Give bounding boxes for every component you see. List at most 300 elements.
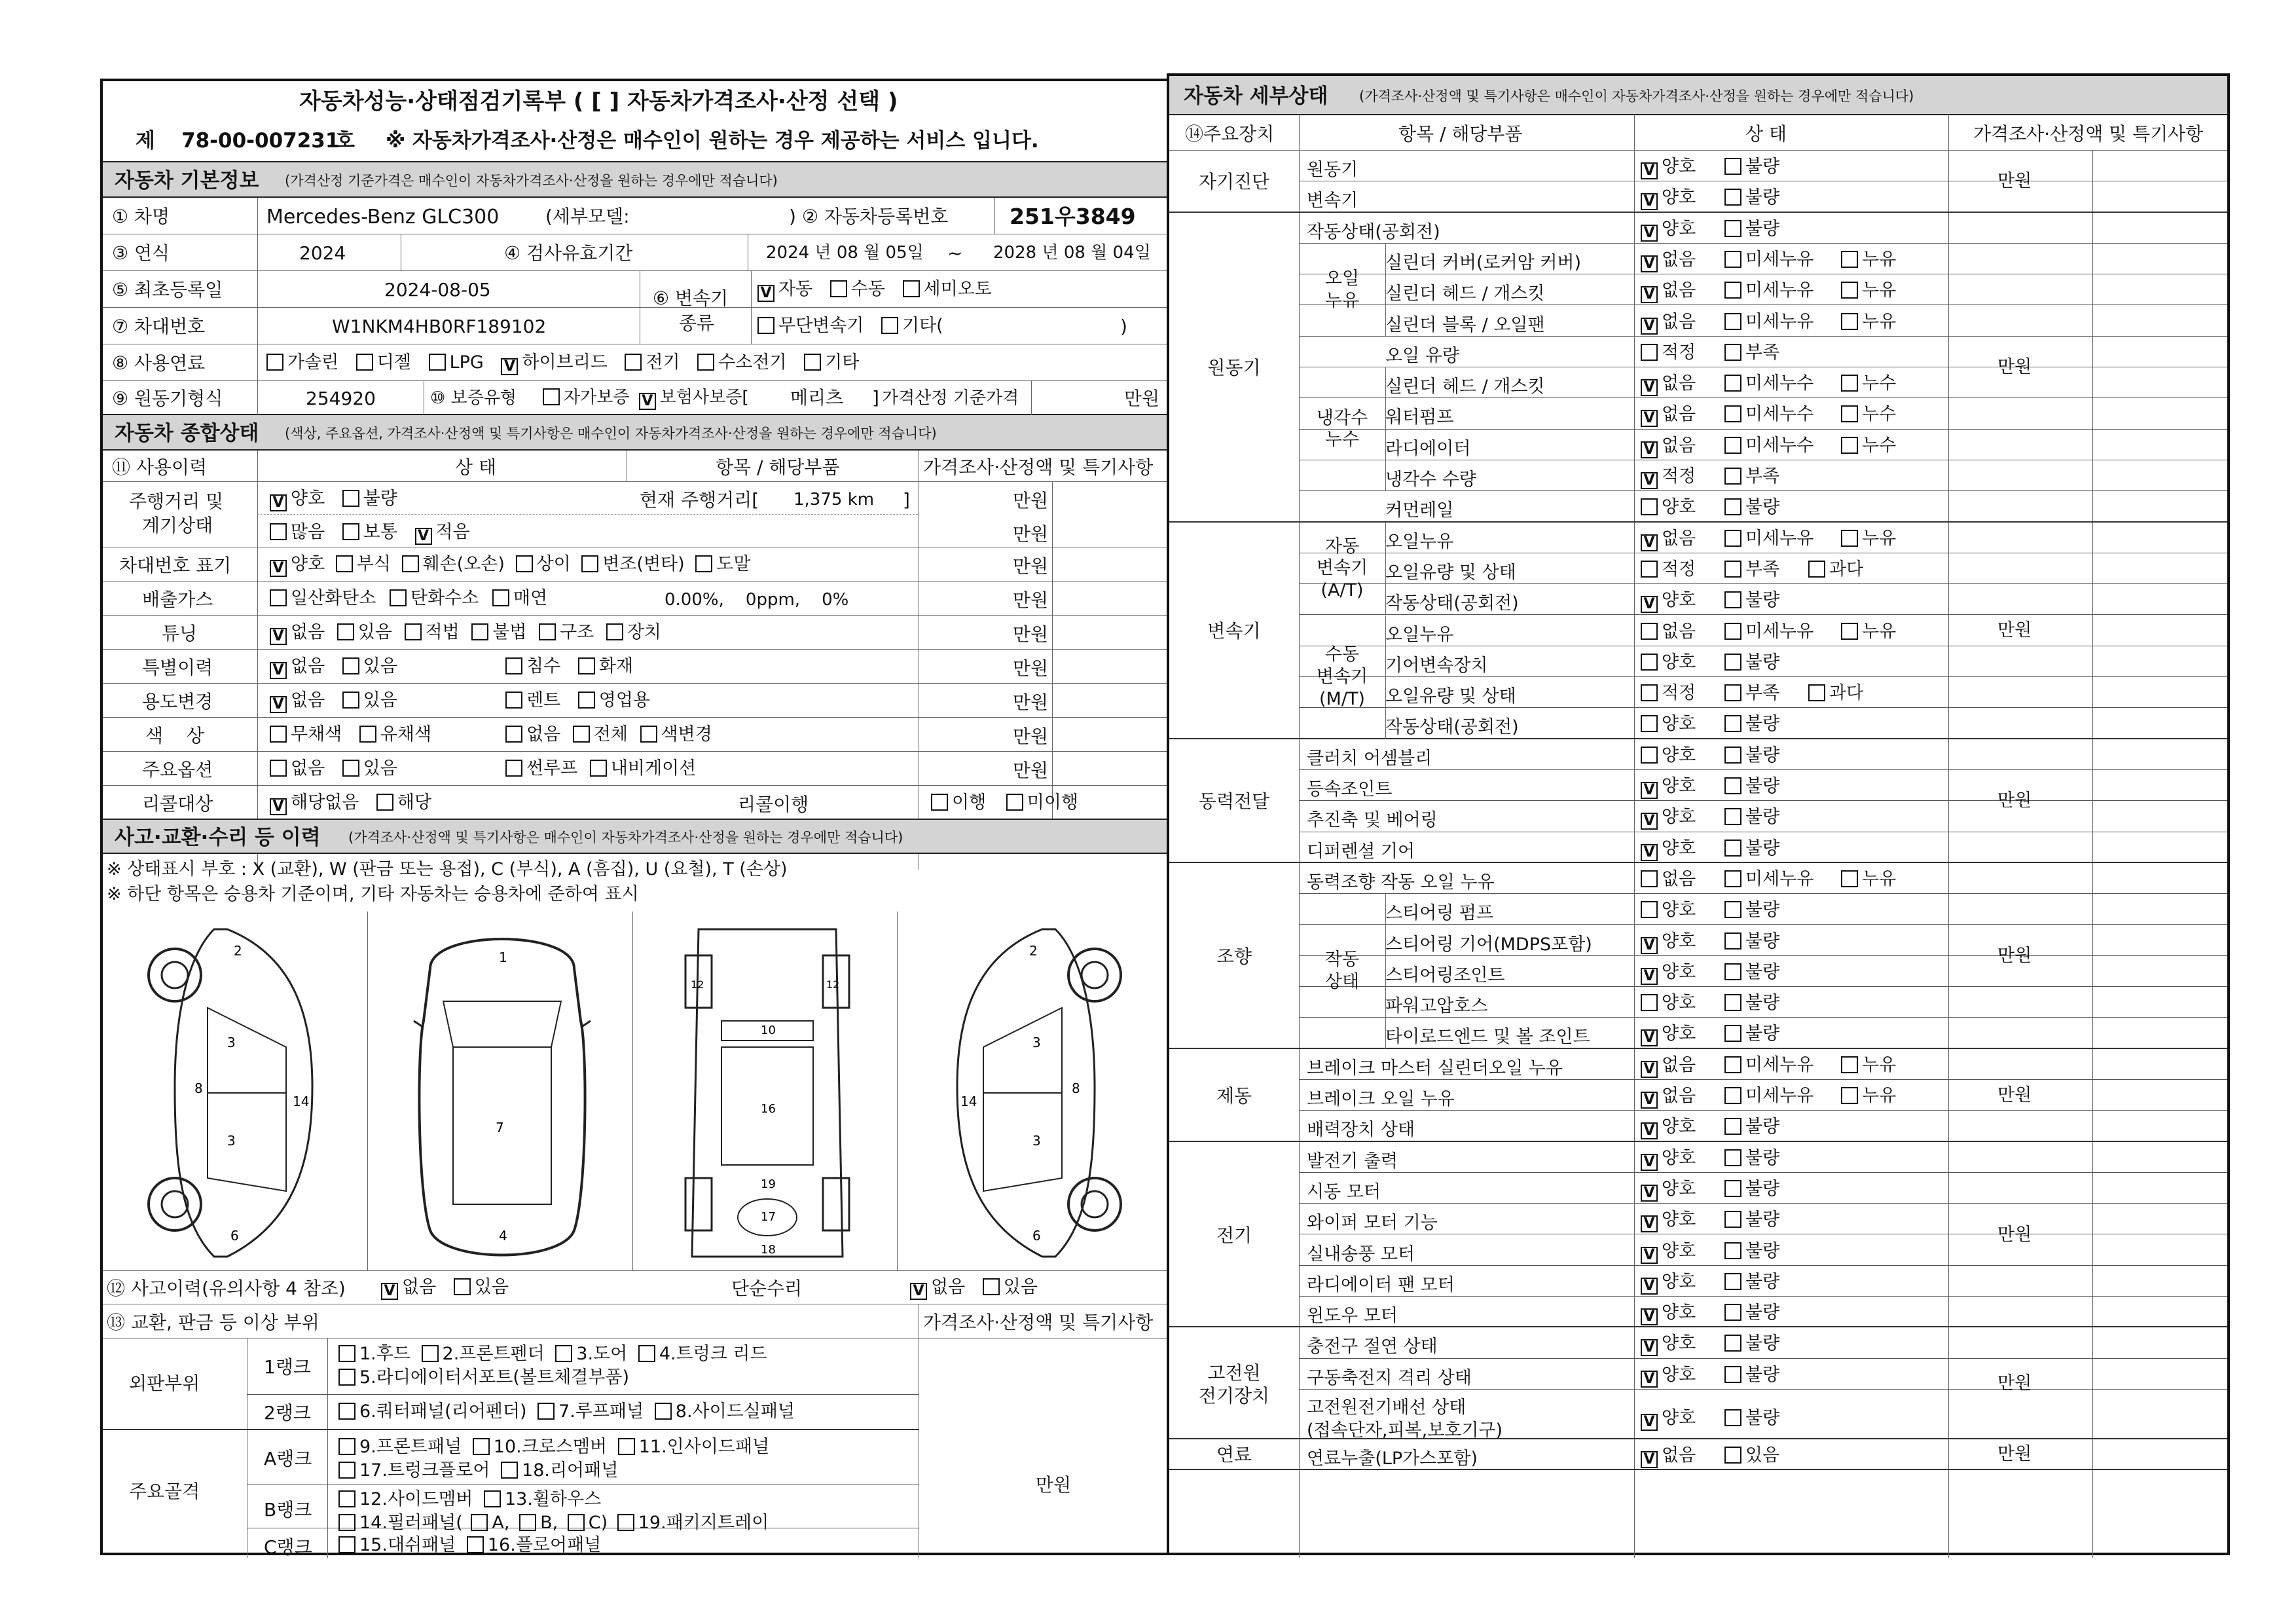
- detail-status-option[interactable]: 불량: [1724, 220, 1796, 238]
- usechange-none-option[interactable]: V 없음: [270, 690, 325, 710]
- detail-status-checkbox[interactable]: V: [1641, 1029, 1658, 1046]
- detail-status-option[interactable]: 누수: [1841, 375, 1913, 392]
- mileage-normal-option[interactable]: 보통: [342, 522, 397, 542]
- detail-status-option[interactable]: 누유: [1841, 1087, 1913, 1105]
- part-front-panel-checkbox[interactable]: [338, 1438, 355, 1455]
- detail-status-option[interactable]: V 양호: [1641, 1366, 1713, 1388]
- detail-status-option[interactable]: 미세누유: [1724, 251, 1829, 268]
- simple-repair-none-option[interactable]: V 없음: [910, 1277, 965, 1297]
- color-all-checkbox[interactable]: [573, 726, 590, 743]
- part-pillar-checkbox[interactable]: [338, 1514, 355, 1531]
- detail-status-checkbox[interactable]: V: [1641, 1092, 1658, 1109]
- detail-status-option[interactable]: 불량: [1724, 840, 1796, 857]
- detail-item-label: 오일 유량: [1385, 345, 1459, 366]
- detail-status-option[interactable]: 불량: [1724, 901, 1796, 919]
- detail-status-option[interactable]: 불량: [1724, 1335, 1796, 1352]
- plate-mismatch-option[interactable]: 상이: [516, 554, 571, 574]
- tuning-none-option[interactable]: V 없음: [270, 622, 325, 642]
- mileage-few-checkbox[interactable]: V: [415, 528, 432, 545]
- detail-status-checkbox[interactable]: V: [1641, 1247, 1658, 1264]
- detail-status-checkbox[interactable]: V: [1641, 1339, 1658, 1356]
- emission-hc-checkbox[interactable]: [390, 589, 407, 606]
- plate-altered-option[interactable]: 변조(변타): [581, 554, 684, 574]
- detail-status-option[interactable]: 불량: [1724, 932, 1796, 950]
- part-radiator-support-checkbox[interactable]: [338, 1369, 355, 1386]
- detail-status-checkbox[interactable]: V: [1641, 1154, 1658, 1171]
- part-inside-panel-option[interactable]: 11.인사이드패널: [618, 1437, 769, 1457]
- fuel-diesel-checkbox[interactable]: [356, 354, 373, 371]
- part-dash-panel-checkbox[interactable]: [338, 1536, 355, 1553]
- tuning-illegal-option[interactable]: 불법: [471, 622, 526, 642]
- detail-status-checkbox[interactable]: V: [1641, 782, 1658, 799]
- part-front-fender-checkbox[interactable]: [422, 1345, 439, 1362]
- option-sunroof-checkbox[interactable]: [505, 760, 522, 777]
- color-change-option[interactable]: 색변경: [640, 724, 712, 745]
- warranty-insurer-option[interactable]: V 보험사보증[: [639, 388, 749, 407]
- detail-status-option[interactable]: V 양호: [1641, 1118, 1713, 1139]
- detail-status-option[interactable]: 없음: [1641, 870, 1713, 888]
- detail-status-option[interactable]: 적정: [1641, 344, 1713, 361]
- detail-status-option[interactable]: V 양호: [1641, 1180, 1713, 1202]
- detail-status-option[interactable]: V 양호: [1641, 1211, 1713, 1232]
- diagram-label-6: 6: [230, 1228, 239, 1244]
- detail-status-checkbox[interactable]: V: [1641, 162, 1658, 179]
- detail-status-option[interactable]: V 없음: [1641, 251, 1713, 272]
- detail-status-checkbox[interactable]: V: [1641, 844, 1658, 861]
- color-achromatic-checkbox[interactable]: [270, 726, 287, 743]
- detail-status-option[interactable]: 불량: [1724, 189, 1796, 206]
- option-yes-checkbox[interactable]: [342, 760, 359, 777]
- detail-status-option[interactable]: 불량: [1724, 498, 1796, 516]
- fuel-hydrogen-checkbox[interactable]: [697, 354, 714, 371]
- plate-corrosion-option[interactable]: 부식: [336, 554, 391, 574]
- detail-status-checkbox[interactable]: V: [1641, 379, 1658, 396]
- special-fire-option[interactable]: 화재: [578, 656, 633, 676]
- overall-title: 자동차 종합상태: [115, 422, 259, 445]
- part-pillar-c-checkbox[interactable]: [568, 1514, 585, 1531]
- usechange-rent-checkbox[interactable]: [505, 692, 522, 709]
- special-fire-checkbox[interactable]: [578, 657, 595, 674]
- fuel-other-checkbox[interactable]: [804, 354, 821, 371]
- special-flood-checkbox[interactable]: [505, 657, 522, 674]
- recall-none-checkbox[interactable]: V: [270, 798, 287, 815]
- plate-smeared-option[interactable]: 도말: [695, 554, 750, 574]
- tuning-legal-checkbox[interactable]: [405, 623, 422, 640]
- plate-good-option[interactable]: V 양호: [270, 554, 325, 574]
- detail-status-option[interactable]: V 적정: [1641, 468, 1713, 489]
- detail-status-option[interactable]: 불량: [1724, 1366, 1796, 1384]
- fuel-hybrid-option[interactable]: V 하이브리드: [501, 352, 607, 373]
- detail-status-checkbox[interactable]: V: [1641, 596, 1658, 613]
- detail-status-option[interactable]: 양호: [1641, 901, 1713, 919]
- detail-status-option[interactable]: 불량: [1724, 1409, 1796, 1427]
- detail-group-label: 연료: [1216, 1444, 1252, 1466]
- detail-status-checkbox[interactable]: V: [1641, 193, 1658, 210]
- part-inside-panel-checkbox[interactable]: [618, 1438, 635, 1455]
- fuel-gasoline-checkbox[interactable]: [266, 354, 283, 371]
- detail-status-option[interactable]: 불량: [1724, 1118, 1796, 1135]
- detail-status-option[interactable]: 양호: [1641, 994, 1713, 1012]
- mileage-few-option[interactable]: V 적음: [415, 522, 470, 542]
- color-change-checkbox[interactable]: [640, 726, 657, 743]
- mileage-good-checkbox[interactable]: V: [270, 494, 287, 511]
- tuning-structure-option[interactable]: 구조: [539, 622, 594, 642]
- detail-status-option[interactable]: 미세누유: [1724, 282, 1829, 299]
- detail-status-option[interactable]: 불량: [1724, 1304, 1796, 1321]
- part-hood-option[interactable]: 1.후드: [338, 1344, 410, 1364]
- part-rear-panel-option[interactable]: 18.리어패널: [501, 1460, 618, 1481]
- part-front-fender-option[interactable]: 2.프론트펜더: [422, 1344, 545, 1364]
- detail-status-checkbox[interactable]: V: [1641, 472, 1658, 489]
- detail-status-option[interactable]: V 양호: [1641, 808, 1713, 830]
- plate-good-checkbox[interactable]: V: [270, 560, 287, 577]
- warranty-insurer-checkbox[interactable]: V: [639, 393, 656, 410]
- special-none-checkbox[interactable]: V: [270, 662, 287, 679]
- plate-corrosion-checkbox[interactable]: [336, 555, 353, 572]
- fuel-lpg-option[interactable]: LPG: [429, 352, 484, 373]
- detail-status-option[interactable]: 있음: [1724, 1447, 1796, 1464]
- detail-status-option[interactable]: 불량: [1724, 715, 1796, 733]
- detail-status-option[interactable]: 부족: [1724, 468, 1796, 485]
- detail-status-option[interactable]: V 양호: [1641, 1242, 1713, 1264]
- recall-none-option[interactable]: V 해당없음: [270, 792, 359, 813]
- recall-yes-checkbox[interactable]: [376, 794, 393, 811]
- part-pillar-b-checkbox[interactable]: [519, 1514, 536, 1531]
- color-all-option[interactable]: 전체: [573, 724, 628, 745]
- part-side-member-checkbox[interactable]: [338, 1490, 355, 1507]
- detail-status-option[interactable]: V 양호: [1641, 1409, 1713, 1431]
- part-roof-panel-option[interactable]: 7.루프패널: [538, 1401, 644, 1422]
- detail-status-option[interactable]: 양호: [1641, 654, 1713, 671]
- option-none-checkbox[interactable]: [270, 760, 287, 777]
- detail-status-option[interactable]: 부족: [1724, 684, 1796, 702]
- part-radiator-support-option[interactable]: 5.라디에이터서포트(볼트체결부품): [338, 1367, 629, 1388]
- part-floor-panel-option[interactable]: 16.플로어패널: [467, 1535, 601, 1555]
- tuning-device-checkbox[interactable]: [606, 623, 623, 640]
- trans-semi-checkbox[interactable]: [903, 280, 920, 297]
- tuning-yes-option[interactable]: 있음: [337, 622, 392, 642]
- option-navi-checkbox[interactable]: [590, 760, 607, 777]
- tuning-yes-checkbox[interactable]: [337, 623, 354, 640]
- detail-status-option[interactable]: 미세누유: [1724, 313, 1829, 331]
- part-door-checkbox[interactable]: [555, 1345, 572, 1362]
- trans-auto-option[interactable]: V 자동: [757, 279, 812, 299]
- usechange-business-option[interactable]: 영업용: [578, 690, 650, 710]
- part-wheel-house-option[interactable]: 13.휠하우스: [484, 1489, 601, 1509]
- mileage-many-option[interactable]: 많음: [270, 522, 325, 542]
- detail-status-checkbox[interactable]: V: [1641, 225, 1658, 242]
- trans-manual-option[interactable]: 수동: [830, 279, 885, 299]
- color-none-checkbox[interactable]: [505, 726, 522, 743]
- detail-status-option[interactable]: V 없음: [1641, 437, 1713, 458]
- detail-status-option[interactable]: 불량: [1724, 1211, 1796, 1228]
- warranty-self-option[interactable]: 자가보증: [543, 388, 629, 407]
- detail-status-checkbox[interactable]: V: [1641, 1371, 1658, 1388]
- detail-status-checkbox[interactable]: V: [1641, 1185, 1658, 1202]
- detail-status-option[interactable]: 양호: [1641, 747, 1713, 764]
- detail-status-option[interactable]: 부족: [1724, 561, 1796, 578]
- history-none-option[interactable]: V 없음: [381, 1277, 436, 1297]
- trans-manual-checkbox[interactable]: [830, 280, 847, 297]
- valid-sep: ~: [947, 242, 963, 264]
- detail-status-checkbox[interactable]: V: [1641, 937, 1658, 954]
- detail-status-option[interactable]: 누유: [1841, 1056, 1913, 1074]
- history-yes-option[interactable]: 있음: [454, 1277, 509, 1297]
- detail-status-checkbox[interactable]: V: [1641, 534, 1658, 551]
- detail-status-option[interactable]: 미세누수: [1724, 405, 1829, 423]
- trans-other-option[interactable]: 기타(: [881, 316, 943, 336]
- detail-status-option[interactable]: V 양호: [1641, 220, 1713, 242]
- part-floor-panel-checkbox[interactable]: [467, 1536, 484, 1553]
- part-package-tray-option[interactable]: 19.패키지트레이: [617, 1513, 769, 1533]
- option-navi-option[interactable]: 내비게이션: [590, 758, 696, 779]
- detail-status-option[interactable]: 과다: [1808, 684, 1880, 702]
- fuel-hydrogen-option[interactable]: 수소전기: [697, 352, 786, 373]
- detail-status-option[interactable]: 양호: [1641, 498, 1713, 516]
- detail-status-option[interactable]: V 없음: [1641, 1087, 1713, 1109]
- detail-status-option[interactable]: 불량: [1724, 1180, 1796, 1198]
- fuel-electric-option[interactable]: 전기: [625, 352, 680, 373]
- simple-repair-yes-checkbox[interactable]: [983, 1278, 1000, 1295]
- fuel-lpg-checkbox[interactable]: [429, 354, 446, 371]
- history-yes-checkbox[interactable]: [454, 1278, 471, 1295]
- special-flood-option[interactable]: 침수: [505, 656, 560, 676]
- mileage-bad-checkbox[interactable]: [342, 490, 359, 507]
- tuning-structure-checkbox[interactable]: [539, 623, 556, 640]
- recall-yes-option[interactable]: 해당: [376, 792, 431, 813]
- detail-status-option[interactable]: V 양호: [1641, 158, 1713, 179]
- option-yes-option[interactable]: 있음: [342, 758, 397, 779]
- emission-smoke-option[interactable]: 매연: [492, 588, 547, 608]
- detail-status-option[interactable]: 불량: [1724, 747, 1796, 764]
- detail-status-option[interactable]: 미세누유: [1724, 623, 1829, 640]
- detail-status-option[interactable]: 누유: [1841, 870, 1913, 888]
- fuel-diesel-option[interactable]: 디젤: [356, 352, 411, 373]
- fuel-gasoline-option[interactable]: 가솔린: [266, 352, 338, 373]
- color-none-option[interactable]: 없음: [505, 724, 560, 745]
- detail-status-option[interactable]: 적정: [1641, 561, 1713, 578]
- part-pillar-c-option[interactable]: C): [568, 1513, 608, 1533]
- history-none-checkbox[interactable]: V: [381, 1283, 398, 1300]
- detail-item-label: 시동 모터: [1307, 1181, 1381, 1202]
- plate-altered-checkbox[interactable]: [581, 555, 598, 572]
- part-wheel-house-checkbox[interactable]: [484, 1490, 501, 1507]
- part-roof-panel-checkbox[interactable]: [538, 1403, 555, 1420]
- detail-status-option[interactable]: V 없음: [1641, 375, 1713, 396]
- mileage-good-option[interactable]: V 양호: [270, 489, 325, 509]
- simple-repair-yes-option[interactable]: 있음: [983, 1277, 1038, 1297]
- detail-status-option[interactable]: 불량: [1724, 1242, 1796, 1260]
- detail-status-option[interactable]: 과다: [1808, 561, 1880, 578]
- fuel-other-option[interactable]: 기타: [804, 352, 859, 373]
- detail-status-checkbox[interactable]: V: [1641, 1414, 1658, 1431]
- detail-status-checkbox[interactable]: V: [1641, 1122, 1658, 1139]
- detail-status-option[interactable]: 누유: [1841, 530, 1913, 547]
- part-door-option[interactable]: 3.도어: [555, 1344, 627, 1364]
- detail-status-checkbox[interactable]: V: [1641, 1308, 1658, 1325]
- plate-damage-option[interactable]: 훼손(오손): [402, 554, 505, 574]
- detail-status-option[interactable]: 불량: [1724, 158, 1796, 175]
- recall-notdone-checkbox[interactable]: [1006, 794, 1023, 811]
- part-trunk-lid-checkbox[interactable]: [638, 1345, 655, 1362]
- part-pillar-a-checkbox[interactable]: [471, 1514, 488, 1531]
- detail-status-option[interactable]: 부족: [1724, 344, 1796, 361]
- part-side-sill-checkbox[interactable]: [655, 1403, 672, 1420]
- color-chromatic-option[interactable]: 유채색: [359, 724, 431, 745]
- fuel-hybrid-checkbox[interactable]: V: [501, 358, 518, 375]
- trans-cvt-option[interactable]: 무단변속기: [757, 316, 864, 336]
- part-quarter-panel-option[interactable]: 6.쿼터패널(리어펜더): [338, 1401, 526, 1422]
- detail-status-checkbox[interactable]: V: [1641, 1061, 1658, 1078]
- tuning-device-option[interactable]: 장치: [606, 622, 661, 642]
- part-hood-checkbox[interactable]: [338, 1345, 355, 1362]
- detail-status-checkbox[interactable]: V: [1641, 1215, 1658, 1232]
- recall-notdone-option[interactable]: 미이행: [1006, 792, 1078, 813]
- detail-status-option[interactable]: 누유: [1841, 251, 1913, 268]
- special-yes-checkbox[interactable]: [342, 657, 359, 674]
- trans-semi-option[interactable]: 세미오토: [903, 279, 992, 299]
- option-none-option[interactable]: 없음: [270, 758, 325, 779]
- part-trunk-lid-option[interactable]: 4.트렁크 리드: [638, 1344, 767, 1364]
- part-pillar-b-option[interactable]: B,: [519, 1513, 558, 1533]
- detail-status-option[interactable]: 없음: [1641, 623, 1713, 640]
- usechange-rent-option[interactable]: 렌트: [505, 690, 560, 710]
- emission-smoke-checkbox[interactable]: [492, 589, 509, 606]
- detail-status-checkbox[interactable]: V: [1641, 968, 1658, 985]
- detail-status-option[interactable]: V 양호: [1641, 932, 1713, 954]
- detail-status-checkbox[interactable]: V: [1641, 318, 1658, 335]
- part-rear-panel-checkbox[interactable]: [501, 1462, 518, 1479]
- detail-status-option[interactable]: V 양호: [1641, 840, 1713, 861]
- detail-status-option[interactable]: V 없음: [1641, 1447, 1713, 1468]
- plate-smeared-checkbox[interactable]: [695, 555, 712, 572]
- detail-status-option[interactable]: 적정: [1641, 684, 1713, 702]
- diagram-top-label-4: 4: [499, 1228, 507, 1244]
- detail-status-option[interactable]: 누유: [1841, 282, 1913, 299]
- detail-status-option[interactable]: V 없음: [1641, 282, 1713, 303]
- part-front-panel-option[interactable]: 9.프론트패널: [338, 1437, 462, 1457]
- special-yes-option[interactable]: 있음: [342, 656, 397, 676]
- color-achromatic-option[interactable]: 무채색: [270, 724, 342, 745]
- emission-co-checkbox[interactable]: [270, 589, 287, 606]
- detail-status-option[interactable]: V 양호: [1641, 591, 1713, 613]
- color-chromatic-checkbox[interactable]: [359, 726, 376, 743]
- recall-done-option[interactable]: 이행: [931, 792, 986, 813]
- part-side-member-option[interactable]: 12.사이드멤버: [338, 1489, 473, 1509]
- detail-status-checkbox[interactable]: V: [1641, 410, 1658, 427]
- part-trunk-floor-option[interactable]: 17.트렁크플로어: [338, 1460, 490, 1481]
- detail-status-option[interactable]: 불량: [1724, 994, 1796, 1012]
- tuning-none-checkbox[interactable]: V: [270, 628, 287, 645]
- warranty-self-checkbox[interactable]: [543, 388, 560, 405]
- detail-status-checkbox[interactable]: V: [1641, 255, 1658, 272]
- part-side-sill-option[interactable]: 8.사이드실패널: [655, 1401, 795, 1422]
- detail-status-option[interactable]: 불량: [1724, 808, 1796, 826]
- detail-status-option[interactable]: 누유: [1841, 623, 1913, 640]
- trans-cvt-checkbox[interactable]: [757, 317, 774, 334]
- detail-status-option[interactable]: V 양호: [1641, 777, 1713, 799]
- mileage-normal-checkbox[interactable]: [342, 523, 359, 540]
- part-quarter-panel-checkbox[interactable]: [338, 1403, 355, 1420]
- detail-status-option[interactable]: V 양호: [1641, 189, 1713, 210]
- detail-status-option[interactable]: 불량: [1724, 777, 1796, 795]
- simple-repair-none-checkbox[interactable]: V: [910, 1283, 927, 1300]
- row-first-reg: [103, 271, 1167, 308]
- trans-other-checkbox[interactable]: [881, 317, 898, 334]
- part-pillar-a-option[interactable]: A,: [471, 1513, 509, 1533]
- fuel-electric-checkbox[interactable]: [625, 354, 642, 371]
- detail-status-option[interactable]: V 양호: [1641, 1335, 1713, 1356]
- detail-status-option[interactable]: 불량: [1724, 1025, 1796, 1043]
- part-cross-member-option[interactable]: 10.크로스멤버: [473, 1437, 607, 1457]
- detail-status-option[interactable]: 미세누유: [1724, 530, 1829, 547]
- usechange-yes-checkbox[interactable]: [342, 692, 359, 709]
- detail-status-option[interactable]: V 없음: [1641, 530, 1713, 551]
- detail-status-option[interactable]: 불량: [1724, 654, 1796, 671]
- detail-item-label: 작동상태(공회전): [1307, 221, 1440, 242]
- option-sunroof-option[interactable]: 썬루프: [505, 758, 577, 779]
- detail-status-checkbox[interactable]: V: [1641, 1451, 1658, 1468]
- recall-done-checkbox[interactable]: [931, 794, 948, 811]
- detail-status-checkbox[interactable]: V: [1641, 286, 1658, 303]
- detail-status-option[interactable]: 미세누유: [1724, 1087, 1829, 1105]
- detail-status-option[interactable]: 누수: [1841, 405, 1913, 423]
- detail-status-option[interactable]: 불량: [1724, 1149, 1796, 1167]
- part-package-tray-checkbox[interactable]: [617, 1514, 634, 1531]
- detail-status-option[interactable]: 미세누수: [1724, 437, 1829, 454]
- warranty-company: 메리츠: [790, 387, 844, 409]
- usechange-business-checkbox[interactable]: [578, 692, 595, 709]
- detail-status-option[interactable]: 불량: [1724, 591, 1796, 609]
- trans-auto-checkbox[interactable]: V: [757, 285, 774, 302]
- detail-status-option[interactable]: 누유: [1841, 313, 1913, 331]
- detail-status-checkbox[interactable]: V: [1641, 441, 1658, 458]
- detail-status-option[interactable]: 미세누수: [1724, 375, 1829, 392]
- mileage-bad-option[interactable]: 불량: [342, 489, 397, 509]
- detail-status-option[interactable]: V 양호: [1641, 1149, 1713, 1171]
- detail-status-checkbox[interactable]: V: [1641, 1278, 1658, 1295]
- emission-co-option[interactable]: 일산화탄소: [270, 588, 376, 608]
- detail-status-option[interactable]: V 양호: [1641, 1025, 1713, 1046]
- mileage-many-checkbox[interactable]: [270, 523, 287, 540]
- detail-status-option[interactable]: 양호: [1641, 715, 1713, 733]
- detail-status-option[interactable]: 불량: [1724, 963, 1796, 981]
- plate-mismatch-checkbox[interactable]: [516, 555, 533, 572]
- detail-status-option[interactable]: 미세누유: [1724, 1056, 1829, 1074]
- usechange-yes-option[interactable]: 있음: [342, 690, 397, 710]
- tuning-legal-option[interactable]: 적법: [405, 622, 460, 642]
- part-cross-member-checkbox[interactable]: [473, 1438, 490, 1455]
- special-none-option[interactable]: V 없음: [270, 656, 325, 676]
- detail-status-option[interactable]: V 양호: [1641, 1304, 1713, 1325]
- detail-status-option[interactable]: V 양호: [1641, 1273, 1713, 1295]
- detail-status-checkbox[interactable]: V: [1641, 813, 1658, 830]
- detail-status-option[interactable]: 누수: [1841, 437, 1913, 454]
- emission-hc-option[interactable]: 탄화수소: [390, 588, 479, 608]
- detail-status-option[interactable]: V 없음: [1641, 405, 1713, 427]
- part-trunk-floor-checkbox[interactable]: [338, 1462, 355, 1479]
- detail-status-option[interactable]: 미세누유: [1724, 870, 1829, 888]
- part-dash-panel-option[interactable]: 15.대쉬패널: [338, 1535, 456, 1555]
- detail-status-option[interactable]: V 양호: [1641, 963, 1713, 985]
- detail-status-option[interactable]: V 없음: [1641, 1056, 1713, 1078]
- tuning-illegal-checkbox[interactable]: [471, 623, 488, 640]
- year-label: ③ 연식: [112, 242, 170, 264]
- usechange-none-checkbox[interactable]: V: [270, 696, 287, 713]
- detail-status-option[interactable]: V 없음: [1641, 313, 1713, 335]
- detail-status-option[interactable]: 불량: [1724, 1273, 1796, 1291]
- plate-damage-checkbox[interactable]: [402, 555, 419, 572]
